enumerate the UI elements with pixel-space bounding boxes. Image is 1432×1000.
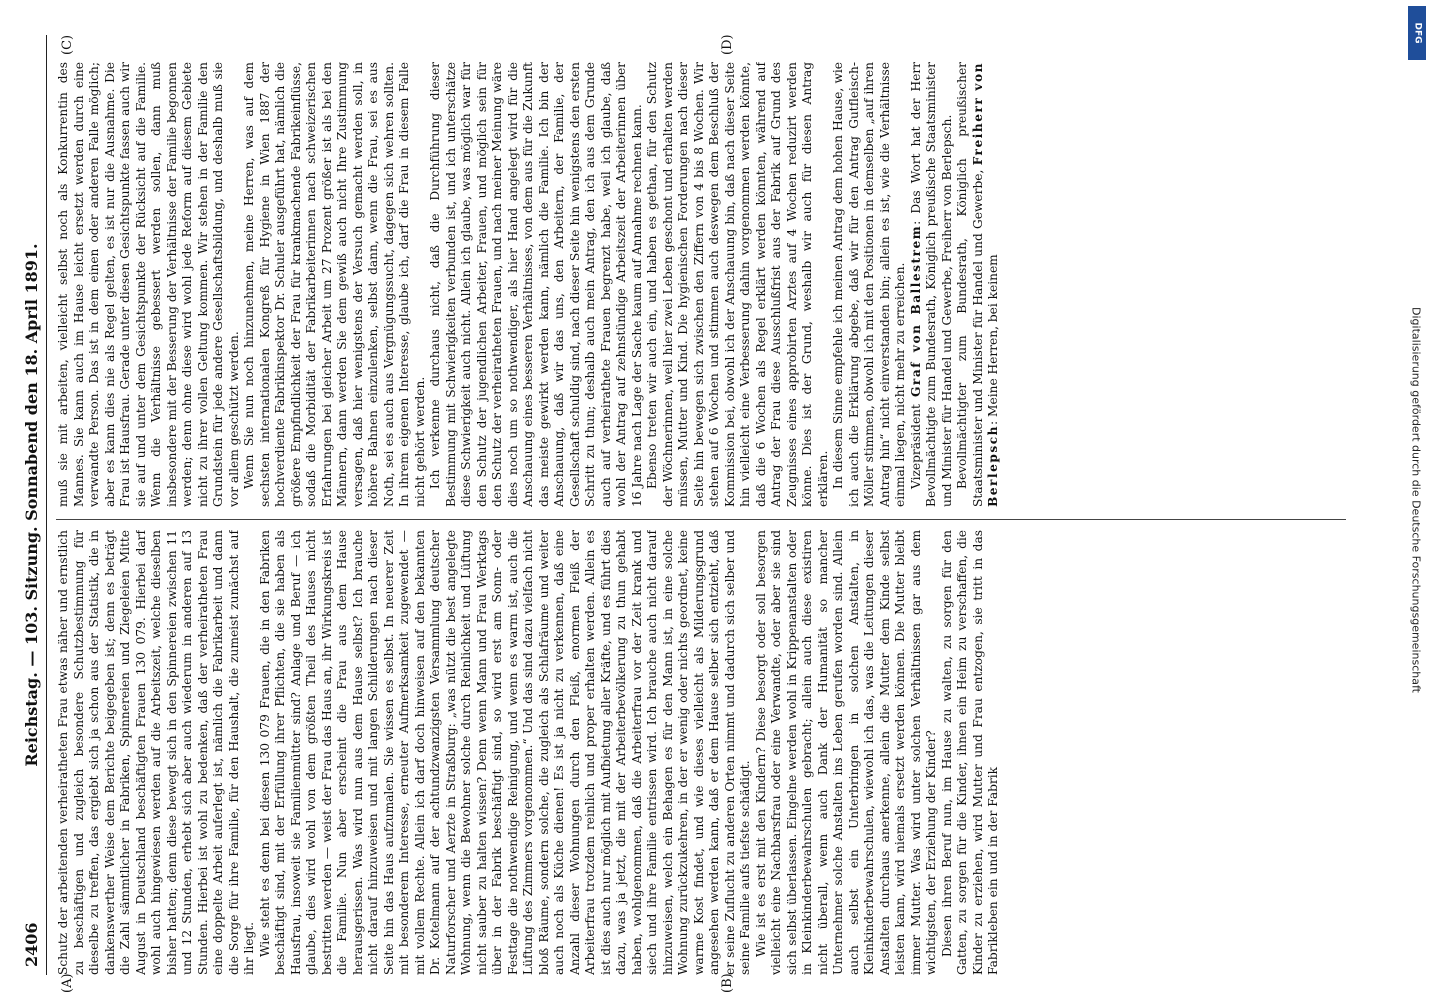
- margin-marker-a: (A): [60, 973, 75, 993]
- margin-marker-b: (B): [720, 973, 735, 993]
- paragraph: Ebenso treten wir auch ein, und haben es gethan, für den Schutz der Wöchnerinnen, weil hier zwei Leben geschont und erhalten werden müssen, Mutter und Kind. Die hygienischen Forderungen nach dieser Seite hin bewegen sich zwischen den Ziffern von 4 bis 8 Wochen. Wir stehen auf 6 Wochen und stimmen auch deswegen dem Beschluß der Kommission bei, obwohl ich der Anschauung bin, daß nach dieser Seite hin vielleicht eine Verbesserung dahin vorgenommen werden könnte, daß die 6 Wochen als Regel erklärt werden könnten, während auf Antrag der Frau diese Ausschlußfrist aus der Fabrik auf Grund des Zeugnisses eines approbirten Arztes auf 4 Wochen reduzirt werden könne. Dies ist der Grund, weshalb wir auch für diesen Antrag erklären.: [645, 62, 830, 507]
- dfg-logo: DFG: [1408, 6, 1426, 60]
- paragraph: Wie steht es denn bei diesen 130 079 Frauen, die in den Fabriken beschäftigt sind, mit der Erfüllung ihrer Pflichten, die sie haben als Hausfrau, insoweit sie Familienmütter sind? Anlage und Beruf — ich glaube, dies wird wohl von dem größten Theil des Hauses nicht bestritten werden — weist der Frau das Haus an, ihr Wirkungskreis ist die Familie. Nun aber erscheint die Frau aus dem Hause herausgerissen. Was wird nun aus dem Hause selbst? Ich brauche nicht darauf hinzuweisen und mit langen Schilderungen nach dieser Seite hin das Haus aufzumalen. Sie wissen es selbst. In neuerer Zeit mit besonderem Interesse, erneuter Aufmerksamkeit zugewendet — mit vollem Rechte. Allein ich darf doch hinweisen auf den bekannten Dr. Kotelmann auf der achtundzwanzigsten Versammlung deutscher Naturforscher und Aerzte in Straßburg: „was nützt die best angelegte Wohnung, wenn die Bewohner solche durch Reinlichkeit und Lüftung nicht sauber zu halten wissen? Denn wenn Mann und Frau Werktags über in der Fabrik beschäftigt sind, so wird erst am Sonn- oder Festtage die nothwendige Reinigung, und wenn es warm ist, auch die Lüftung des Zimmers vorgenommen.“ Und das sind dazu vielfach nicht bloß Räume, sondern solche, die zugleich als Schlafräume und weiter auch noch als Küche dienen! Es ist ja nicht zu verkennen, daß eine Anzahl dieser Wohnungen durch den Fleiß, enormen Fleiß der Arbeiterfrau trotzdem reinlich und proper erhalten werden. Allein es ist dies auch nur möglich mit Aufbietung aller Kräfte, und es führt dies dazu, was ja jetzt, die mit der Arbeiterbevölkerung zu thun gehabt haben, wohlgenommen, daß die Arbeiterfrau vor der Zeit krank und siech und ihre Familie entrissen wird. Ich brauche auch nicht darauf hinzuweisen, welch ein Behagen es für den Mann ist, in eine solche Wohnung zurückzukehren, in der er wenig oder nichts geordnet, keine warme Kost findet, und wie dieses vielleicht als Milderungsgrund angesehen werden kann, daß er dem Hause selber sich entzieht, daß er seine Zuflucht zu anderen Orten nimmt und dadurch sich selber und seine Familie aufs tiefste schädigt.: [257, 530, 752, 975]
- column-divider: [56, 519, 1346, 520]
- paragraph: Schutz der arbeitenden verheiratheten Frau etwas näher und ernstlich zu beschäftigen und zugleich besondere Schutzbestimmung für dieselbe zu treffen, das ergiebt sich ja schon aus der Statistik, die in dankenswerther Weise dem Berichte beigegeben ist; denn es beträgt die Zahl sämmtlicher in Fabriken, Spinnereien und Ziegeleien Mitte August in Deutschland beschäftigten Frauen 130 079. Hierbei darf wohl auch hingewiesen werden auf die Arbeitszeit, welche dieselben bisher hatten; denn diese bewegt sich in den Spinnereien zwischen 11 und 12 Stunden, erhebt sich aber auch wiederum in anderen auf 13 Stunden. Hierbei ist wohl zu bedenken, daß der verheiratheten Frau eine doppelte Arbeit auferlegt ist, nämlich die Fabrikarbeit und dann die Sorge für ihre Familie, für den Haushalt, die zumeist zunächst auf ihr liegt.: [56, 530, 256, 975]
- speaker-label: Bevollmächtigter zum Bundesrath, Königlich preußischer Staatsminister und Minister für Handel und Gewerbe,: [955, 62, 985, 507]
- paragraph: Diesen ihren Beruf nun, im Hause zu walten, zu sorgen für den Gatten, zu sorgen für die Kinder, ihnen ein Heim zu verschaffen, die Kinder zu erziehen, wird Mutter und Frau entzogen, sie tritt in das Fabrikleben ein und in der Fabrik: [939, 530, 1000, 975]
- chair-name: Graf von Ballestrem: [908, 224, 923, 397]
- paragraph: Wie ist es erst mit den Kindern? Diese besorgt oder soll besorgen vielleicht eine Nachbarsfrau oder eine Verwandte, oder aber sie sind sich selbst überlassen. Eingelne werden wohl in Krippenanstalten oder in Kleinkinderbewahrschulen gebracht; allein auch diese existiren nicht überall, wenn auch Dank der Humanität so mancher Unternehmer solche Anstalten ins Leben gerufen worden sind. Allein auch selbst ein Unterbringen in solchen Anstalten, in Kleinkinderbewahrschulen, wiewohl ich das, was die Leitungen dieser Anstalten durchaus anerkenne, allein die Mutter dem Kinde selbst leisten kann, wird niemals ersetzt werden können. Die Mutter bleibt immer Mutter. Was wird unter solchen Verhältnissen gar aus dem wichtigsten, der Erziehung der Kinder?: [753, 530, 938, 975]
- speaker-name: Freiherr von Berlepsch: [970, 62, 1000, 507]
- left-text-column: [56, 530, 1346, 975]
- paragraph: Ich verkenne durchaus nicht, daß die Durchführung dieser Bestimmung mit Schwierigkeiten verbunden ist, und ich unterschätze diese Schwierigkeit auch nicht. Allein ich glaube, was möglich war für den Schutz der jugendlichen Arbeiter, Frauen, und möglich sein für den Schutz der verheiratheten Frauen, und nach meiner Meinung wäre dies noch um so nothwendiger, als hier Hand angelegt wird für die Anschauung eines besseren Verhältnisses, von dem aus für die Zukunft das meiste gewirkt werden kann, nämlich die Familie. Ich bin der Anschauung, daß wir das uns, den Arbeitern, der Familie, der Gesellschaft schuldig sind, nach dieser Seite hin wenigstens den ersten Schritt zu thun; deshalb auch mein Antrag, den ich aus dem Grunde auch auf verheirathete Frauen begrenzt habe, weil ich glaube, daß wohl der Antrag auf zehnstündige Arbeitszeit der Arbeiterinnen über 16 Jahre nach Lage der Sache kaum auf Annahme rechnen kann.: [428, 62, 644, 507]
- digitization-note: Digitalisierung gefördert durch die Deutsche Forschungsgemeinschaft: [1409, 307, 1423, 693]
- speaker-text: : Meine Herren, bei keinem: [986, 254, 1000, 425]
- digitization-credit: [1402, 0, 1430, 1000]
- rotated-document-page: [20, 34, 1400, 993]
- paragraph: Wenn Sie nun noch hinzunehmen, meine Herren, was auf dem sechsten internationalen Kongreß für Hygiene in Wien 1887 der hochverdiente Fabrikinspektor Dr. Schuler ausgeführt hat, nämlich die größere Empfindlichkeit der Frau für krankmachende Fabrikeinflüsse, sodaß die Morbidität der Fabrikarbeiterinnen nach schweizerischen Erfahrungen bei gleicher Arbeit um 27 Prozent größer ist als bei den Männern, dann werden Sie dem gewiß auch nicht Ihre Zustimmung versagen, daß hier wenigstens der Versuch gemacht werden soll, in höhere Bahnen einzulenken, selbst dann, wenn die Frau, sei es aus Noth, sei es auch aus Vergnügungssucht, dagegen sich wehren sollten. In ihrem eigenen Interesse, glaube ich, darf die Frau in diesem Falle nicht gehört werden.: [242, 62, 427, 507]
- paragraph: In diesem Sinne empfehle ich meinen Antrag dem hohen Hause, wie ich auch die Erklärung abgebe, daß wir für den Antrag Gutfleisch-Möller stimmen, obwohl ich mit den Positionen in demselben „auf ihren Antrag hin“ nicht einverstanden bin; allein es ist, wie die Verhältnisse einmal liegen, nicht mehr zu erreichen.: [831, 62, 907, 507]
- speech-turn-speaker: [955, 62, 1002, 507]
- page-number: 2406: [22, 922, 41, 967]
- right-text-column: [56, 62, 1346, 507]
- page-title: Reichstag. — 103. Sitzung. Sonnabend den 18. April 1891.: [22, 243, 41, 767]
- speech-turn-chair: [909, 62, 956, 507]
- paragraph: muß sie mit arbeiten, vielleicht selbst noch als Konkurrentin des Mannes. Sie kann auch im Hause leicht ersetzt werden durch eine verwandte Person. Das ist in dem einen oder anderen Falle möglich; aber es kann dies nie als Regel gelten, es ist nur die Ausnahme. Die Frau ist Hausfrau. Gerade unter diesen Gesichtspunkte fassen auch wir sie auf und unter dem Gesichtspunkte der Rücksicht auf die Familie. Wenn die Verhältnisse gebessert werden sollen, dann muß insbesondere mit der Besserung der Verhältnisse der Familie begonnen werden; denn ohne diese wird wohl jede Reform auf diesem Gebiete nicht zu ihrer vollen Geltung kommen. Wir stehen in der Familie den Grundstein für jede andere Gesellschaftsbildung, und deshalb muß sie vor allem geschützt werden.: [56, 62, 241, 507]
- chair-text: : Das Wort hat der Herr Bevollmächtigte zum Bundesrath, Königlich preußische Staatsminister und Minister für Handel und Gewerbe, Freiherr von Berlepsch.: [908, 62, 954, 507]
- margin-marker-c: (C): [60, 34, 75, 55]
- margin-marker-d: (D): [720, 34, 735, 55]
- chair-label: Vizepräsident: [908, 404, 923, 489]
- page-header: [20, 35, 47, 975]
